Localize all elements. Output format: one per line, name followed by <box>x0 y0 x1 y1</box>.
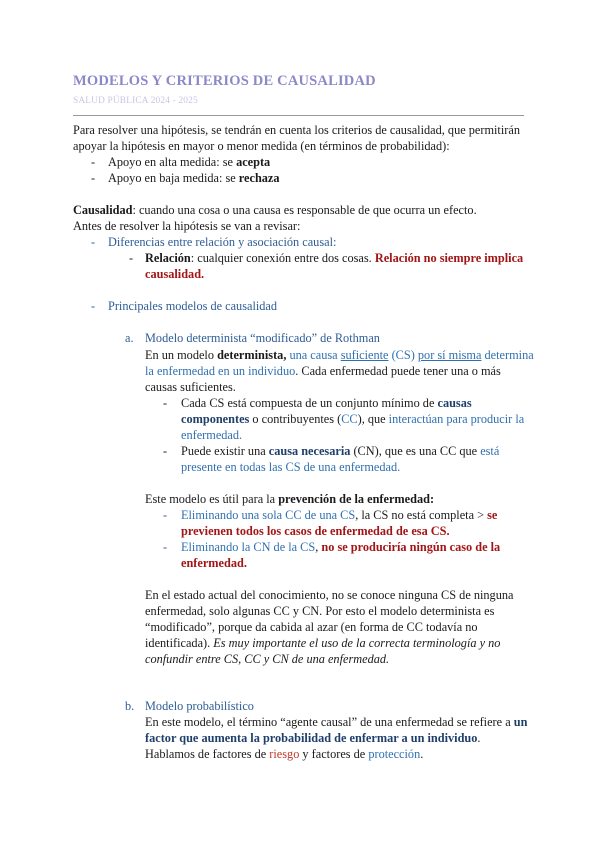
knowledge-line-4: identificada). Es muy importante el uso de la correcta terminología y no <box>145 636 501 650</box>
list-item-main-models: Principales modelos de causalidad <box>108 299 278 313</box>
model-a-para-line-3: causas suficientes. <box>145 380 236 394</box>
bullet-dash: - <box>91 235 96 249</box>
bullet-dash: - <box>163 396 168 410</box>
relation-definition: Relación: cualquier conexión entre dos cosas. Relación no siempre implica <box>145 251 524 265</box>
elim-cn-line-2: enfermedad. <box>181 556 247 570</box>
causalidad-definition: Causalidad: cuando una cosa o una causa es responsable de que ocurra un efecto. <box>73 203 477 217</box>
cs-components-line-2: componentes o contribuyentes (CC), que interactúan para producir la <box>181 412 525 426</box>
bullet-dash: - <box>163 540 168 554</box>
intro-line-1: Para resolver una hipótesis, se tendrán en cuenta los criterios de causalidad, que permitirán <box>73 123 520 137</box>
list-item-relation-vs-association: Diferencias entre relación y asociación causal: <box>108 235 337 249</box>
bullet-dash: - <box>91 171 96 185</box>
list-item-reject: Apoyo en baja medida: se rechaza <box>108 171 280 185</box>
bullet-dash: - <box>163 444 168 458</box>
bullet-dash: - <box>129 251 134 265</box>
bullet-dash: - <box>91 155 96 169</box>
header-divider <box>73 115 524 116</box>
elim-cn-line-1: Eliminando la CN de la CS, no se produciría ningún caso de la <box>181 540 501 554</box>
cn-line-1: Puede existir una causa necesaria (CN), que es una CC que está <box>181 444 500 458</box>
model-b-heading: Modelo probabilístico <box>145 699 254 713</box>
review-intro: Antes de resolver la hipótesis se van a revisar: <box>73 219 301 233</box>
model-b-line-2: factor que aumenta la probabilidad de enfermar a un individuo. <box>145 731 481 745</box>
knowledge-line-3: “modificado”, porque da cabida al azar (en forma de CC todavía no <box>145 620 478 634</box>
cn-line-2: presente en todas las CS de una enfermedad. <box>181 460 401 474</box>
page-title: MODELOS Y CRITERIOS DE CAUSALIDAD <box>73 73 376 89</box>
knowledge-line-2: enfermedad, solo algunas CC y CN. Por esto el modelo determinista es <box>145 604 495 618</box>
relation-definition-cont: causalidad. <box>145 267 205 281</box>
model-a-label: a. <box>125 331 134 345</box>
elim-cc-line-1: Eliminando una sola CC de una CS, la CS no está completa > se <box>181 508 498 522</box>
cs-components-line-3: enfermedad. <box>181 428 243 442</box>
intro-line-2: apoyar la hipótesis en mayor o menor medida (en términos de probabilidad): <box>73 139 450 153</box>
list-item-accept: Apoyo en alta medida: se acepta <box>108 155 271 169</box>
knowledge-line-1: En el estado actual del conocimiento, no se conoce ninguna CS de ninguna <box>145 588 514 602</box>
usefulness-line: Este modelo es útil para la prevención de la enfermedad: <box>145 492 435 506</box>
knowledge-line-5: confundir entre CS, CC y CN de una enfermedad. <box>145 652 390 666</box>
cs-components-line-1: Cada CS está compuesta de un conjunto mínimo de causas <box>181 396 472 410</box>
model-b-line-3: Hablamos de factores de riesgo y factores de protección. <box>145 747 424 761</box>
model-b-label: b. <box>125 699 135 713</box>
model-a-heading: Modelo determinista “modificado” de Rothman <box>145 331 380 345</box>
elim-cc-line-2: previenen todos los casos de enfermedad de esa CS. <box>181 524 450 538</box>
model-b-line-1: En este modelo, el término “agente causal” de una enfermedad se refiere a un <box>145 715 528 729</box>
model-a-para-line-2: la enfermedad en un individuo. Cada enfermedad puede tener una o más <box>145 364 501 378</box>
page-subtitle: SALUD PÚBLICA 2024 - 2025 <box>73 96 198 106</box>
bullet-dash: - <box>91 299 96 313</box>
model-a-para-line-1: En un modelo determinista, una causa suficiente (CS) por sí misma determina <box>145 348 534 362</box>
bullet-dash: - <box>163 508 168 522</box>
